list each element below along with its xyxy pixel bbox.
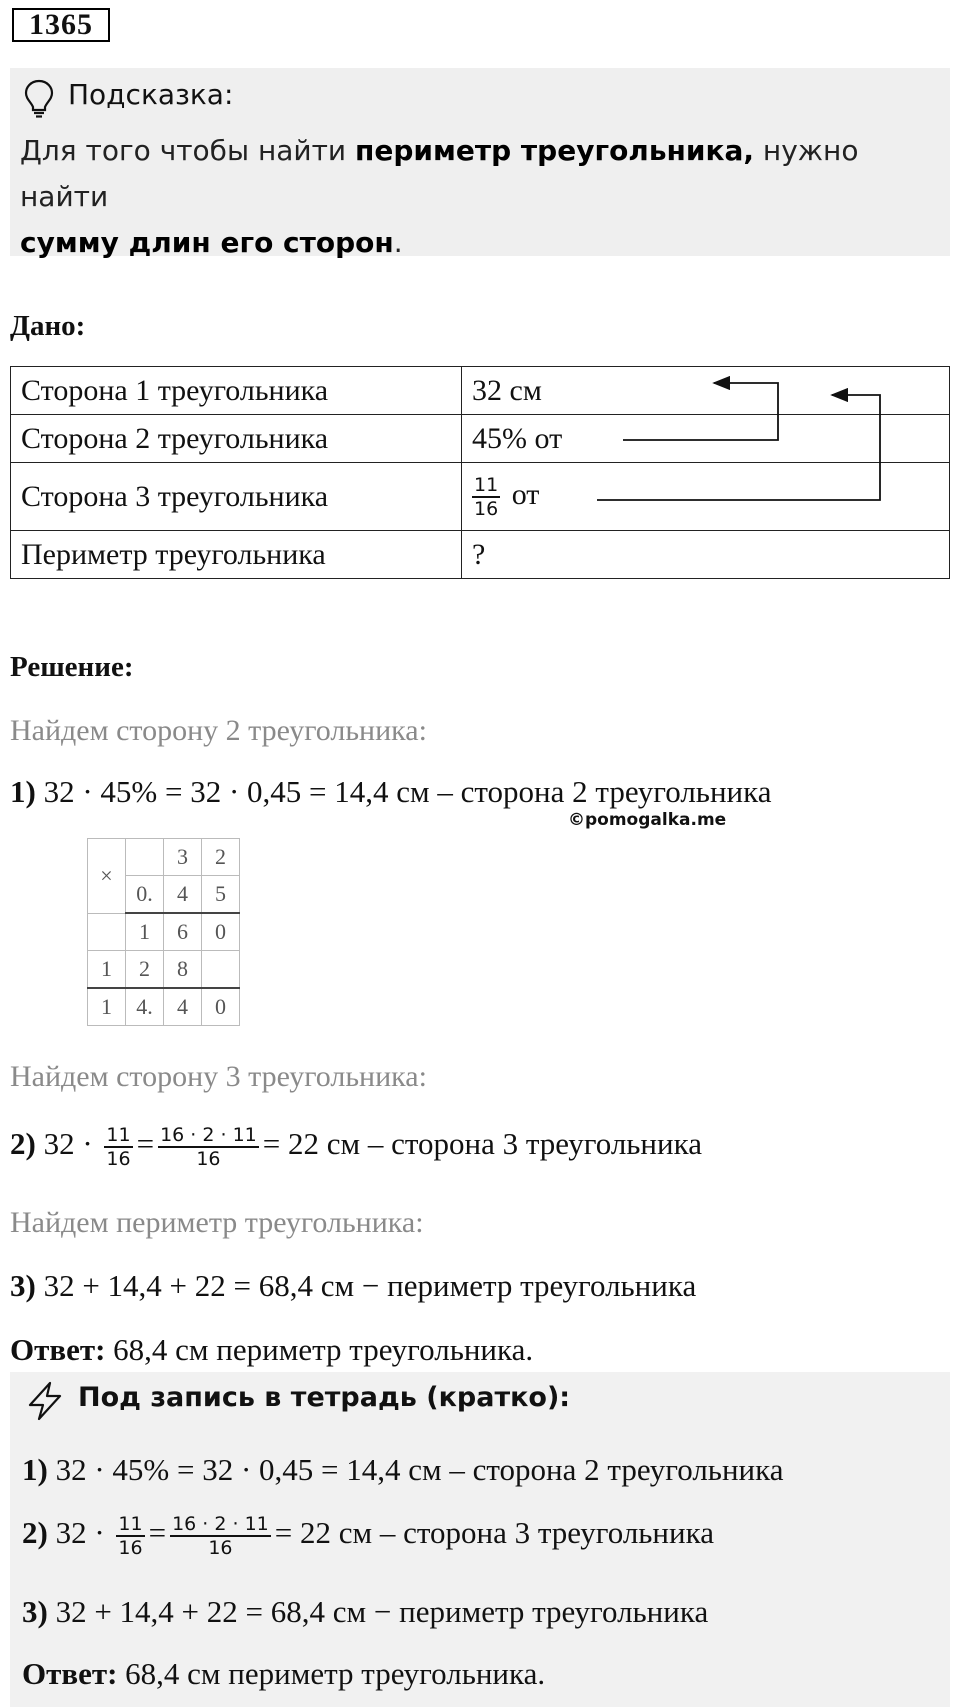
- mult-cell: [202, 951, 240, 989]
- mult-cell: 5: [202, 876, 240, 914]
- mult-cell: 1: [126, 913, 164, 951]
- step2-line: 2) 32 · $\frac{11}{16}$ = $\frac{16 \cdot 2 \cdot 11}{16}$ = 22 см – сторона 3 треугольника: [10, 1124, 702, 1170]
- given-label: Сторона 2 треугольника: [11, 415, 462, 463]
- mult-cell: 2: [126, 951, 164, 989]
- step1-intro: Найдем сторону 2 треугольника:: [10, 714, 427, 747]
- notebook-line-2: 2) 32 · $\frac{11}{16}$ = $\frac{16 \cdot 2 \cdot 11}{16}$ = 22 см – сторона 3 треугольника: [22, 1513, 714, 1559]
- solution-title: Решение:: [10, 651, 134, 683]
- watermark: ©pomogalka.me: [568, 810, 727, 830]
- fraction: $\frac{11}{16}$: [106, 1124, 131, 1170]
- mult-cell: ×: [88, 839, 126, 914]
- fraction: $\frac{11}{16}$: [474, 473, 499, 520]
- given-value: 32 см: [462, 367, 950, 415]
- mult-cell: 4.: [126, 988, 164, 1026]
- notebook-answer: Ответ: 68,4 см периметр треугольника.: [22, 1656, 546, 1691]
- step3-line: 3) 32 + 14,4 + 22 = 68,4 см − периметр треугольника: [10, 1268, 697, 1303]
- given-title: Дано:: [10, 310, 86, 342]
- step2-intro: Найдем сторону 3 треугольника:: [10, 1060, 427, 1093]
- lightning-icon: [24, 1380, 66, 1427]
- mult-cell: 1: [88, 988, 126, 1026]
- multiplication-table: [87, 838, 240, 1026]
- answer-line: Ответ: 68,4 см периметр треугольника.: [10, 1332, 534, 1367]
- mult-cell: 1: [88, 951, 126, 989]
- mult-row: [88, 839, 240, 876]
- mult-row: [88, 913, 240, 951]
- notebook-title: Под запись в тетрадь (кратко):: [78, 1382, 571, 1413]
- mult-row: [88, 988, 240, 1026]
- mult-cell: [88, 913, 126, 951]
- fraction: $\frac{16 \cdot 2 \cdot 11}{16}$: [172, 1513, 269, 1559]
- given-value: ?: [462, 531, 950, 579]
- given-value: $\frac{11}{16}$ от: [462, 463, 950, 531]
- fraction: $\frac{11}{16}$: [118, 1513, 143, 1559]
- problem-number: 1365: [12, 8, 110, 42]
- given-label: Периметр треугольника: [11, 531, 462, 579]
- notebook-line-1: 1) 32 · 45% = 32 · 0,45 = 14,4 см – сторона 2 треугольника: [22, 1452, 784, 1487]
- given-label: Сторона 1 треугольника: [11, 367, 462, 415]
- reference-arrows: [0, 0, 960, 600]
- mult-cell: 0: [202, 988, 240, 1026]
- given-label: Сторона 3 треугольника: [11, 463, 462, 531]
- mult-cell: 3: [164, 839, 202, 876]
- notebook-line-3: 3) 32 + 14,4 + 22 = 68,4 см − периметр треугольника: [22, 1594, 709, 1629]
- mult-row: [88, 951, 240, 989]
- mult-cell: 2: [202, 839, 240, 876]
- hint-title: Подсказка:: [68, 78, 234, 111]
- fraction: $\frac{16 \cdot 2 \cdot 11}{16}$: [160, 1124, 257, 1170]
- mult-cell: 8: [164, 951, 202, 989]
- mult-cell: 4: [164, 876, 202, 914]
- hint-text: Для того чтобы найти периметр треугольника, нужно найти сумму длин его сторон.: [20, 134, 859, 259]
- mult-cell: [126, 839, 164, 876]
- mult-cell: 4: [164, 988, 202, 1026]
- step3-intro: Найдем периметр треугольника:: [10, 1206, 424, 1239]
- step1-line: 1) 32 · 45% = 32 · 0,45 = 14,4 см – сторона 2 треугольника: [10, 774, 772, 809]
- mult-cell: 0: [202, 913, 240, 951]
- mult-cell: 0.: [126, 876, 164, 914]
- given-value: 45% от: [462, 415, 950, 463]
- mult-cell: 6: [164, 913, 202, 951]
